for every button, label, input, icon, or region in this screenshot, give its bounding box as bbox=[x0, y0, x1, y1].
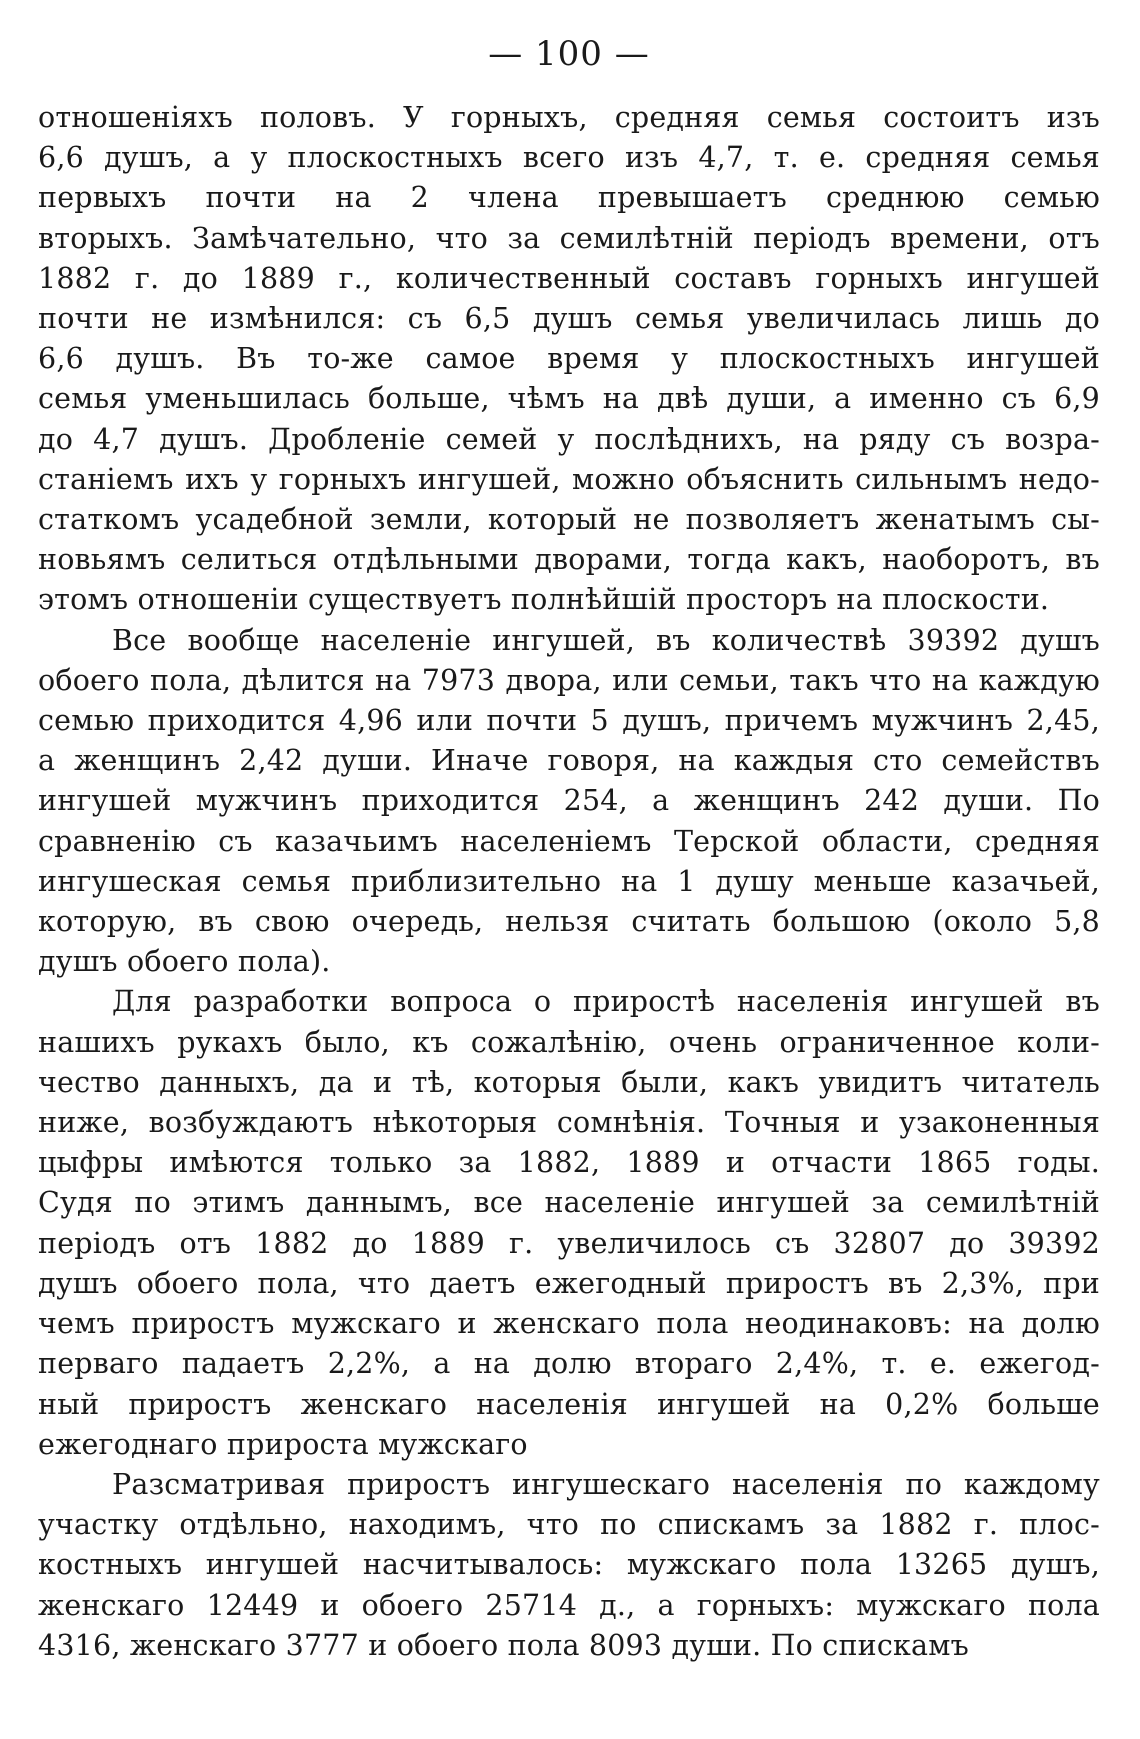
text-line: нашихъ рукахъ было, къ сожалѣнію, очень ограниченное коли- bbox=[38, 1025, 1100, 1059]
paragraph bbox=[38, 982, 1100, 1464]
text-line: Для разработки вопроса о приростѣ населенія ингушей въ bbox=[112, 985, 1100, 1019]
text-line: ниже, возбуждаютъ нѣкоторыя сомнѣнія. Точныя и узаконенныя bbox=[38, 1106, 1100, 1140]
text-line: первыхъ почти на 2 члена превышаетъ среднюю семью bbox=[38, 181, 1100, 215]
text-line: обоего пола, дѣлится на 7973 двора, или семьи, такъ что на каждую bbox=[38, 663, 1100, 697]
text-line: 6,6 душъ. Въ то-же самое время у плоскостныхъ ингушей bbox=[38, 342, 1100, 376]
text-line: перваго падаетъ 2,2%, а на долю втораго 2,4%, т. е. ежегод- bbox=[38, 1347, 1100, 1381]
text-line: Разсматривая приростъ ингушескаго населенія по каждому bbox=[112, 1467, 1100, 1501]
text-line: статкомъ усадебной земли, который не позволяетъ женатымъ сы- bbox=[38, 503, 1100, 537]
text-line: новьямъ селиться отдѣльными дворами, тогда какъ, наоборотъ, въ bbox=[38, 543, 1100, 577]
body-text bbox=[38, 98, 1100, 1666]
text-line: душъ обоего пола). bbox=[38, 945, 331, 979]
text-line: вторыхъ. Замѣчательно, что за семилѣтній періодъ времени, отъ bbox=[38, 221, 1100, 255]
text-line: Все вообще населеніе ингушей, въ количествѣ 39392 душъ bbox=[112, 623, 1100, 657]
text-line: душъ обоего пола, что даетъ ежегодный приростъ въ 2,3%, при bbox=[38, 1266, 1100, 1300]
text-line: сравненію съ казачьимъ населеніемъ Терской области, средняя bbox=[38, 824, 1100, 858]
paragraph bbox=[38, 1465, 1100, 1666]
document-page bbox=[38, 26, 1100, 1716]
text-line: ингушеская семья приблизительно на 1 душу меньше казачьей, bbox=[38, 864, 1100, 898]
text-line: семью приходится 4,96 или почти 5 душъ, причемъ мужчинъ 2,45, bbox=[38, 704, 1100, 738]
text-line: а женщинъ 2,42 души. Иначе говоря, на каждыя сто семействъ bbox=[38, 744, 1100, 778]
text-line: семья уменьшилась больше, чѣмъ на двѣ души, а именно съ 6,9 bbox=[38, 382, 1100, 416]
text-line: періодъ отъ 1882 до 1889 г. увеличилось съ 32807 до 39392 bbox=[38, 1226, 1100, 1260]
text-line: цыфры имѣются только за 1882, 1889 и отчасти 1865 годы. bbox=[38, 1146, 1100, 1180]
text-line: чемъ приростъ мужскаго и женскаго пола неодинаковъ: на долю bbox=[38, 1307, 1100, 1341]
text-line: до 4,7 душъ. Дробленіе семей у послѣднихъ, на ряду съ возра- bbox=[38, 422, 1100, 456]
text-line: этомъ отношеніи существуетъ полнѣйшій просторъ на плоскости. bbox=[38, 583, 1050, 617]
paragraph bbox=[38, 621, 1100, 983]
text-line: 6,6 душъ, а у плоскостныхъ всего изъ 4,7, т. е. средняя семья bbox=[38, 141, 1100, 175]
text-line: ный приростъ женскаго населенія ингушей на 0,2% больше bbox=[38, 1387, 1100, 1421]
page-number: — 100 — bbox=[488, 34, 650, 74]
text-line: участку отдѣльно, находимъ, что по спискамъ за 1882 г. плос- bbox=[38, 1508, 1100, 1542]
text-line: отношеніяхъ половъ. У горныхъ, средняя семья состоитъ изъ bbox=[38, 101, 1100, 134]
text-line: Судя по этимъ даннымъ, все населеніе ингушей за семилѣтній bbox=[38, 1186, 1100, 1220]
text-line: костныхъ ингушей насчитывалось: мужскаго пола 13265 душъ, bbox=[38, 1548, 1100, 1582]
text-line: которую, въ свою очередь, нельзя считать большою (около 5,8 bbox=[38, 905, 1100, 939]
paragraph bbox=[38, 98, 1100, 621]
text-line: станіемъ ихъ у горныхъ ингушей, можно объяснить сильнымъ недо- bbox=[38, 462, 1100, 496]
text-line: 1882 г. до 1889 г., количественный составъ горныхъ ингушей bbox=[38, 261, 1100, 295]
text-line: женскаго 12449 и обоего 25714 д., а горныхъ: мужскаго пола bbox=[38, 1588, 1100, 1622]
text-line: ежегоднаго прироста мужскаго bbox=[38, 1427, 528, 1461]
text-line: чество данныхъ, да и тѣ, которыя были, какъ увидитъ читатель bbox=[38, 1065, 1100, 1099]
text-line: ингушей мужчинъ приходится 254, а женщинъ 242 души. По bbox=[38, 784, 1100, 818]
text-line: 4316, женскаго 3777 и обоего пола 8093 души. По спискамъ bbox=[38, 1628, 969, 1662]
text-line: почти не измѣнился: съ 6,5 душъ семья увеличилась лишь до bbox=[38, 302, 1100, 336]
